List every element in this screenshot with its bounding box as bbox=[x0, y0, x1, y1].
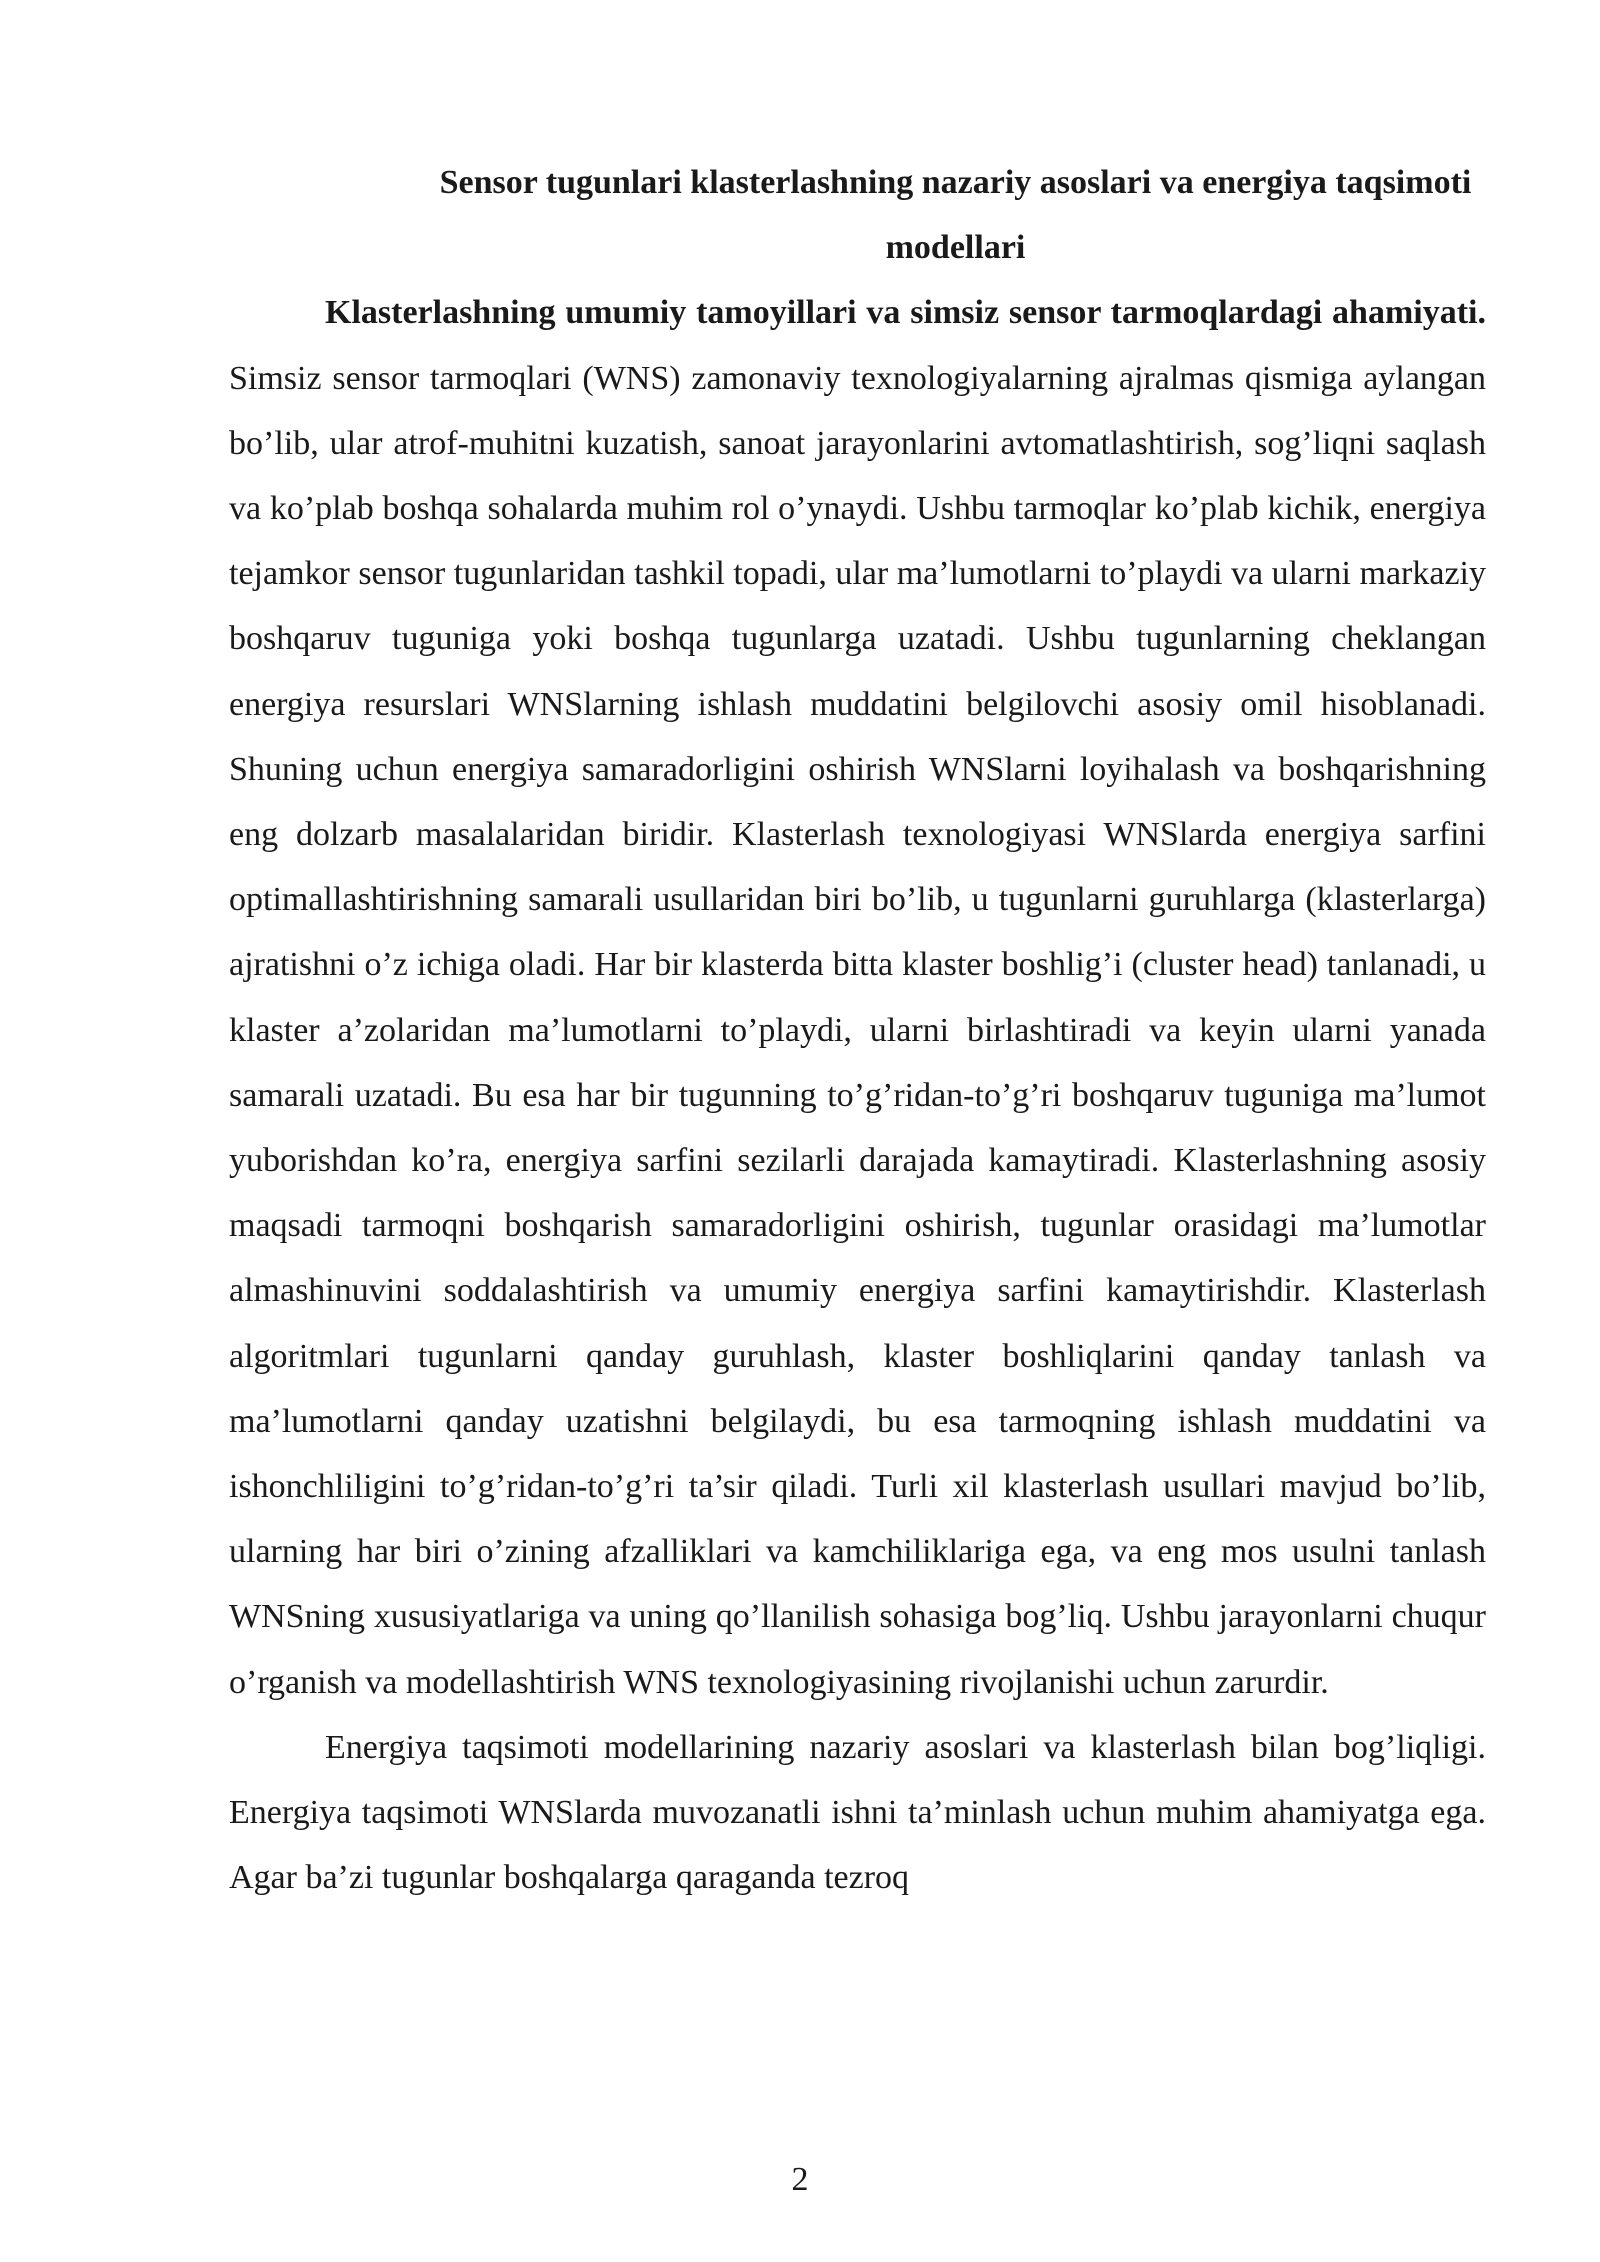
title-line-2: modellari bbox=[885, 229, 1026, 267]
page-content bbox=[229, 150, 1486, 1910]
paragraph-1-text: Simsiz sensor tarmoqlari (WNS) zamonaviy texnologiyalarning ajralmas qismiga aylangan bo’lib, ular atrof-muhitni kuzatish, sanoat jarayonlarini avtomatlashtirish, sog’liqni saqlash va ko’plab boshqa sohalarda muhim rol o’ynaydi. Ushbu tarmoqlar ko’plab kichik, energiya tejamkor sensor tugunlaridan tashkil topadi, ular ma’lumotlarni to’playdi va ularni markaziy boshqaruv tuguniga yoki boshqa tugunlarga uzatadi. Ushbu tugunlarning cheklangan energiya resurslari WNSlarning ishlash muddatini belgilovchi asosiy omil hisoblanadi. Shuning uchun energiya samaradorligini oshirish WNSlarni loyihalash va boshqarishning eng dolzarb masalalaridan biridir. Klasterlash texnologiyasi WNSlarda energiya sarfini optimallashtirishning samarali usullaridan biri bo’lib, u tugunlarni guruhlarga (klasterlarga) ajratishni o’z ichiga oladi. Har bir klasterda bitta klaster boshlig’i (cluster head) tanlanadi, u klaster a’zolaridan ma’lumotlarni to’playdi, ularni birlashtiradi va keyin ularni yanada samarali uzatadi. Bu esa har bir tugunning to’g’ridan-to’g’ri boshqaruv tuguniga ma’lumot yuborishdan ko’ra, energiya sarfini sezilarli darajada kamaytiradi. Klasterlashning asosiy maqsadi tarmoqni boshqarish samaradorligini oshirish, tugunlar orasidagi ma’lumotlar almashinuvini soddalashtirish va umumiy energiya sarfini kamaytirishdir. Klasterlash algoritmlari tugunlarni qanday guruhlash, klaster boshliqlarini qanday tanlash va ma’lumotlarni qanday uzatishni belgilaydi, bu esa tarmoqning ishlash muddatini va ishonchliligini to’g’ridan-to’g’ri ta’sir qiladi. Turli xil klasterlash usullari mavjud bo’lib, ularning har biri o’zining afzalliklari va kamchiliklariga ega, va eng mos usulni tanlash WNSning xususiyatlariga va uning qo’llanilish sohasiga bog’liq. Ushbu jarayonlarni chuqur o’rganish va modellashtirish WNS texnologiyasining rivojlanishi uchun zarurdir. bbox=[229, 359, 1486, 1701]
paragraph-2 bbox=[229, 1715, 1486, 1911]
page-number: 2 bbox=[791, 2161, 809, 2198]
document-title bbox=[229, 150, 1486, 280]
paragraph-1-heading: Klasterlashning umumiy tamoyillari va simsiz sensor tarmoqlardagi ahamiyati. bbox=[325, 294, 1486, 332]
paragraph-1 bbox=[229, 280, 1486, 1714]
paragraph-2-text: Energiya taqsimoti modellarining nazariy asoslari va klasterlash bilan bog’liqligi. Energiya taqsimoti WNSlarda muvozanatli ishni ta’minlash uchun muhim ahamiyatga ega. Agar ba’zi tugunlar boshqalarga qaraganda tezroq bbox=[229, 1728, 1486, 1897]
title-line-1: Sensor tugunlari klasterlashning nazariy asoslari va energiya taqsimoti bbox=[439, 164, 1472, 201]
